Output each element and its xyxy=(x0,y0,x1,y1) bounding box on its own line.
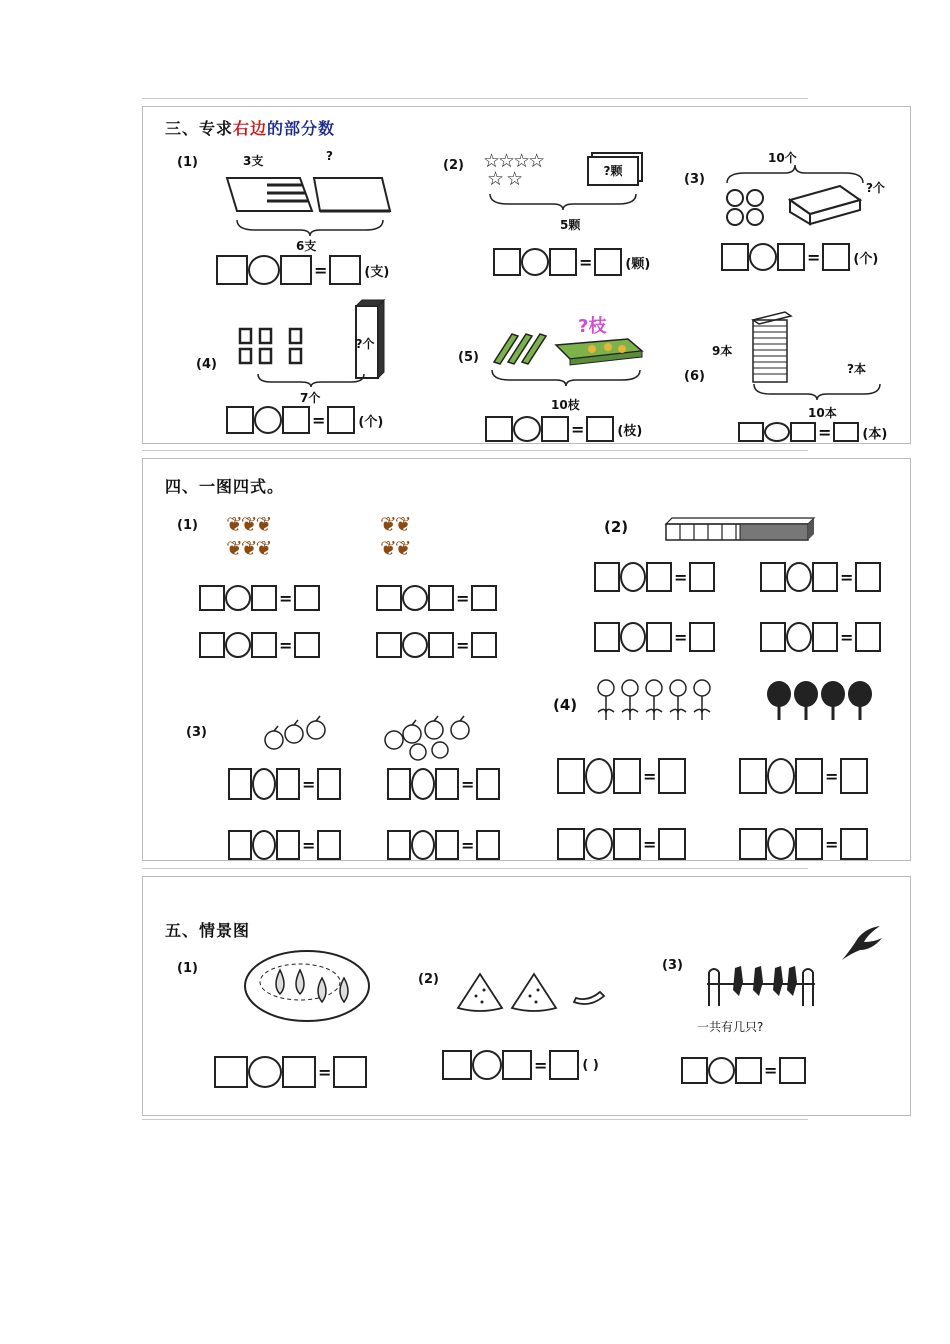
answer-box[interactable] xyxy=(812,622,838,652)
equation-row xyxy=(214,1056,367,1088)
operator-circle[interactable] xyxy=(254,406,282,434)
equation-row xyxy=(485,416,642,442)
equals-sign: = xyxy=(456,635,470,655)
brace-icon xyxy=(752,382,882,400)
equation-row xyxy=(681,1057,806,1084)
section3-title xyxy=(165,116,335,139)
problem-number: (5) xyxy=(458,350,479,365)
panel-edge xyxy=(142,1119,808,1120)
total-label: 10枝 xyxy=(551,398,580,412)
equation-row xyxy=(594,562,715,592)
answer-box[interactable] xyxy=(594,248,622,276)
blocks-strip-illustration xyxy=(662,516,818,542)
question-label: ?枝 xyxy=(578,316,607,337)
apples-group-b xyxy=(382,712,482,762)
question-mark: ? xyxy=(326,149,333,163)
problem-number: (4) xyxy=(196,357,217,372)
answer-box[interactable] xyxy=(387,830,411,860)
problem-number: (1) xyxy=(177,155,198,170)
problem-number: (2) xyxy=(604,518,629,536)
equation-row xyxy=(594,622,715,652)
equation-row xyxy=(739,828,868,860)
problem-number: (3) xyxy=(662,958,683,973)
answer-box[interactable] xyxy=(790,422,816,442)
equals-sign: = xyxy=(825,766,839,786)
book-stack-illustration xyxy=(745,308,795,384)
trees-illustration xyxy=(766,680,880,722)
answer-box[interactable] xyxy=(228,768,252,800)
pencil-box-illustration xyxy=(222,173,392,218)
section5-title: 五、情景图 xyxy=(165,921,251,940)
equation-row xyxy=(387,768,500,800)
answer-box[interactable] xyxy=(428,585,454,611)
equals-sign: = xyxy=(807,247,821,267)
equals-sign: = xyxy=(818,422,832,442)
answer-box[interactable] xyxy=(689,562,715,592)
box-illustration xyxy=(785,182,865,227)
equals-sign: = xyxy=(674,627,688,647)
answer-box[interactable] xyxy=(795,758,823,794)
unit-label: ( ) xyxy=(582,1057,599,1073)
operator-circle[interactable] xyxy=(402,632,428,658)
unit-label: (个) xyxy=(358,414,384,430)
answer-box[interactable] xyxy=(646,622,672,652)
equals-sign: = xyxy=(840,567,854,587)
answer-box[interactable] xyxy=(739,758,767,794)
answer-box[interactable] xyxy=(216,255,248,285)
pencils-illustration xyxy=(492,330,552,365)
equation-row xyxy=(739,758,868,794)
answer-box[interactable] xyxy=(833,422,859,442)
operator-circle[interactable] xyxy=(767,758,795,794)
answer-box[interactable] xyxy=(214,1056,248,1088)
equals-sign: = xyxy=(312,410,326,430)
answer-box[interactable] xyxy=(795,828,823,860)
problem-number: (1) xyxy=(177,518,198,533)
total-label: 10个 xyxy=(768,151,797,165)
answer-box[interactable] xyxy=(199,632,225,658)
equals-sign: = xyxy=(456,588,470,608)
unit-label: (支) xyxy=(364,264,390,280)
answer-box[interactable] xyxy=(613,758,641,794)
equation-row xyxy=(760,622,881,652)
answer-box[interactable] xyxy=(594,562,620,592)
pencil-tray-illustration xyxy=(552,335,644,367)
operator-circle[interactable] xyxy=(786,622,812,652)
answer-box[interactable] xyxy=(779,1057,806,1084)
watermelon-slices-illustration xyxy=(454,968,614,1014)
answer-box[interactable] xyxy=(376,632,402,658)
known-part-label: 9本 xyxy=(712,344,733,358)
answer-box[interactable] xyxy=(646,562,672,592)
equation-row xyxy=(493,248,650,276)
answer-box[interactable] xyxy=(317,830,341,860)
answer-box[interactable] xyxy=(435,830,459,860)
equation-row xyxy=(721,243,878,271)
equation-row xyxy=(557,828,686,860)
equals-sign: = xyxy=(279,588,293,608)
equals-sign: = xyxy=(643,834,657,854)
operator-circle[interactable] xyxy=(620,622,646,652)
answer-box[interactable] xyxy=(658,828,686,860)
answer-box[interactable] xyxy=(777,243,805,271)
operator-circle[interactable] xyxy=(252,768,276,800)
answer-box[interactable] xyxy=(822,243,850,271)
unit-label: (枝) xyxy=(617,423,643,439)
answer-box[interactable] xyxy=(276,830,300,860)
operator-circle[interactable] xyxy=(411,830,435,860)
operator-circle[interactable] xyxy=(749,243,777,271)
equation-row xyxy=(387,830,500,860)
brace-icon xyxy=(256,372,366,388)
equals-sign: = xyxy=(764,1061,778,1080)
equation-row xyxy=(199,632,320,658)
operator-circle[interactable] xyxy=(620,562,646,592)
total-label: 10本 xyxy=(808,406,837,420)
panel-edge xyxy=(142,98,808,99)
answer-box[interactable] xyxy=(760,622,786,652)
operator-circle[interactable] xyxy=(248,255,280,285)
operator-circle[interactable] xyxy=(225,585,251,611)
answer-box[interactable] xyxy=(613,828,641,860)
title-part: 三、专求 xyxy=(165,119,234,138)
total-label: 6支 xyxy=(296,239,317,253)
operator-circle[interactable] xyxy=(411,768,435,800)
equals-sign: = xyxy=(302,774,316,794)
operator-circle[interactable] xyxy=(402,585,428,611)
answer-box[interactable] xyxy=(387,768,411,800)
equals-sign: = xyxy=(840,627,854,647)
equals-sign: = xyxy=(461,835,475,855)
answer-box[interactable] xyxy=(485,416,513,442)
candy-box-icon: ?颗 xyxy=(587,156,639,186)
birds-on-fence-illustration xyxy=(705,962,817,1008)
answer-box[interactable] xyxy=(586,416,614,442)
panel-edge xyxy=(142,868,808,869)
answer-box[interactable] xyxy=(199,585,225,611)
answer-box[interactable] xyxy=(251,632,277,658)
answer-box[interactable] xyxy=(658,758,686,794)
brace-icon xyxy=(490,368,642,386)
equals-sign: = xyxy=(643,766,657,786)
answer-box[interactable] xyxy=(276,768,300,800)
answer-box[interactable] xyxy=(471,632,497,658)
answer-box[interactable] xyxy=(738,422,764,442)
answer-box[interactable] xyxy=(435,768,459,800)
operator-circle[interactable] xyxy=(472,1050,502,1080)
cubes-illustration xyxy=(238,327,308,367)
equation-row xyxy=(738,422,887,442)
operator-circle[interactable] xyxy=(585,758,613,794)
total-label: 5颗 xyxy=(560,218,581,232)
problem-number: (4) xyxy=(553,696,578,714)
answer-box[interactable] xyxy=(376,585,402,611)
operator-circle[interactable] xyxy=(248,1056,282,1088)
answer-box[interactable] xyxy=(282,1056,316,1088)
answer-box[interactable] xyxy=(228,830,252,860)
question-text: 一共有几只? xyxy=(697,1020,764,1034)
answer-box[interactable] xyxy=(226,406,254,434)
answer-box[interactable] xyxy=(502,1050,532,1080)
answer-box[interactable] xyxy=(333,1056,367,1088)
equation-row xyxy=(199,585,320,611)
leaves-group-b: ❦❦ ❦❦ xyxy=(380,512,410,560)
problem-number: (3) xyxy=(684,172,705,187)
operator-circle[interactable] xyxy=(767,828,795,860)
operator-circle[interactable] xyxy=(521,248,549,276)
answer-box[interactable] xyxy=(549,1050,579,1080)
answer-box[interactable] xyxy=(294,632,320,658)
answer-box[interactable] xyxy=(549,248,577,276)
question-label: ?个 xyxy=(355,337,375,351)
problem-number: (1) xyxy=(177,961,198,976)
answer-box[interactable] xyxy=(282,406,310,434)
operator-circle[interactable] xyxy=(513,416,541,442)
equation-row xyxy=(228,830,341,860)
answer-box[interactable] xyxy=(476,768,500,800)
title-part: 的部分数 xyxy=(267,119,336,138)
answer-box[interactable] xyxy=(739,828,767,860)
answer-box[interactable] xyxy=(812,562,838,592)
equals-sign: = xyxy=(314,260,328,280)
brace-icon xyxy=(235,218,385,236)
equals-sign: = xyxy=(825,834,839,854)
equals-sign: = xyxy=(461,774,475,794)
equals-sign: = xyxy=(674,567,688,587)
section4-title: 四、一图四式。 xyxy=(165,477,285,496)
equation-row xyxy=(760,562,881,592)
answer-box[interactable] xyxy=(541,416,569,442)
answer-box[interactable] xyxy=(280,255,312,285)
unit-label: (颗) xyxy=(625,256,651,272)
question-label: ?本 xyxy=(847,362,866,376)
answer-box[interactable] xyxy=(251,585,277,611)
answer-box[interactable] xyxy=(855,622,881,652)
answer-box[interactable] xyxy=(557,828,585,860)
answer-box[interactable] xyxy=(493,248,521,276)
pears-on-plate-illustration xyxy=(242,948,372,1024)
total-label: 7个 xyxy=(300,391,321,405)
flowers-illustration xyxy=(594,678,716,722)
answer-box[interactable] xyxy=(327,406,355,434)
answer-box[interactable] xyxy=(840,758,868,794)
operator-circle[interactable] xyxy=(786,562,812,592)
equation-row xyxy=(216,255,389,285)
answer-box[interactable] xyxy=(428,632,454,658)
answer-box[interactable] xyxy=(840,828,868,860)
panel-edge xyxy=(142,450,808,451)
equals-sign: = xyxy=(318,1062,332,1082)
operator-circle[interactable] xyxy=(708,1057,735,1084)
operator-circle[interactable] xyxy=(225,632,251,658)
equals-sign: = xyxy=(579,252,593,272)
answer-box[interactable] xyxy=(855,562,881,592)
equals-sign: = xyxy=(534,1055,548,1075)
problem-number: (3) xyxy=(186,725,207,740)
answer-box[interactable] xyxy=(476,830,500,860)
answer-box[interactable] xyxy=(329,255,361,285)
equation-row xyxy=(228,768,341,800)
problem-number: (2) xyxy=(418,972,439,987)
answer-box[interactable] xyxy=(442,1050,472,1080)
answer-box[interactable] xyxy=(557,758,585,794)
question-label: ?个 xyxy=(866,181,885,195)
apples-group-a xyxy=(262,714,334,754)
problem-number: (6) xyxy=(684,369,705,384)
answer-box[interactable] xyxy=(721,243,749,271)
equation-row xyxy=(376,585,497,611)
unit-label: (个) xyxy=(853,251,879,267)
stars-illustration: ☆☆☆☆ ☆ ☆ xyxy=(483,150,544,190)
operator-circle[interactable] xyxy=(252,830,276,860)
answer-box[interactable] xyxy=(689,622,715,652)
answer-box[interactable] xyxy=(471,585,497,611)
equals-sign: = xyxy=(571,419,585,439)
answer-box[interactable] xyxy=(760,562,786,592)
problem-number: (2) xyxy=(443,158,464,173)
equation-row xyxy=(442,1050,599,1080)
answer-box[interactable] xyxy=(681,1057,708,1084)
operator-circle[interactable] xyxy=(764,422,790,442)
known-part-label: 3支 xyxy=(243,154,264,168)
equation-row xyxy=(557,758,686,794)
equation-row xyxy=(226,406,383,434)
leaves-group-a: ❦❦❦ ❦❦❦ xyxy=(226,512,271,560)
equation-row xyxy=(376,632,497,658)
answer-box[interactable] xyxy=(317,768,341,800)
answer-box[interactable] xyxy=(735,1057,762,1084)
equals-sign: = xyxy=(302,835,316,855)
brace-icon xyxy=(488,192,638,212)
equals-sign: = xyxy=(279,635,293,655)
answer-box[interactable] xyxy=(594,622,620,652)
title-highlight: 右边 xyxy=(233,119,268,138)
unit-label: (本) xyxy=(862,426,888,442)
answer-box[interactable] xyxy=(294,585,320,611)
operator-circle[interactable] xyxy=(585,828,613,860)
buttons-illustration xyxy=(724,188,769,228)
flying-swallow-icon xyxy=(838,924,884,964)
